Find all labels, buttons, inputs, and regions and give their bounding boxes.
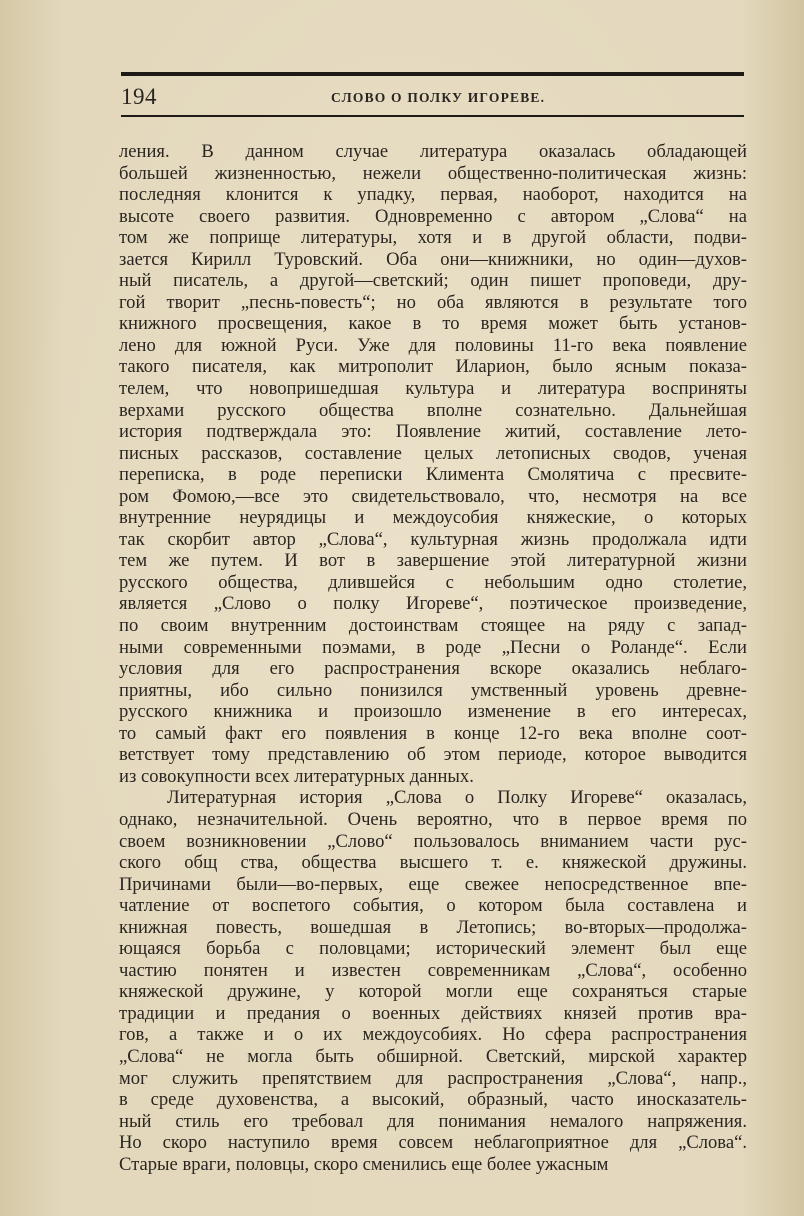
page-number: 194 — [121, 84, 157, 109]
text-line: чатление от воспетого события, о котором была составлена и — [119, 895, 747, 917]
text-line: том же поприще литературы, хотя и в другой области, подви- — [119, 227, 747, 249]
text-line: Но скоро наступило время совсем неблагоприятное для „Слова“. — [119, 1132, 747, 1154]
text-line: из совокупности всех литературных данных. — [119, 765, 474, 787]
text-line: ления. В данном случае литература оказалась обладающей — [119, 141, 747, 162]
text-line: в среде духовенства, а высокий, образный, часто иносказатель- — [119, 1089, 747, 1111]
text-line: русского книжника и произошло изменение в его интересах, — [119, 701, 747, 723]
text-line: такого писателя, как митрополит Иларион, было ясным показа- — [119, 356, 747, 378]
running-title: СЛОВО О ПОЛКУ ИГОРЕВЕ. — [331, 90, 546, 105]
text-line: однако, незначительной. Очень вероятно, что в первое время по — [119, 808, 747, 830]
text-line: переписка, в роде переписки Климента Смолятича с пресвите- — [119, 464, 747, 486]
text-line: ветствует тому представлению об этом периоде, которое выводится — [119, 744, 747, 766]
text-line: „Слова“ не могла быть обширной. Светский, мирской характер — [119, 1045, 747, 1067]
text-line: является „Слово о полку Игореве“, поэтическое произведение, — [119, 593, 747, 615]
text-line: условия для его распространения вскоре оказались неблаго- — [119, 658, 747, 680]
text-line: последняя клонится к упадку, первая, наоборот, находится на — [119, 184, 747, 206]
text-line: большей жизненностью, нежели общественно-политическая жизнь: — [119, 162, 747, 184]
text-line: то самый факт его появления в конце 12-го века вполне соот- — [119, 722, 747, 744]
text-line: лено для южной Руси. Уже для половины 11-го века появление — [119, 334, 747, 356]
text-line: ского общ ства, общества высшего т. е. княжеской дружины. — [119, 852, 747, 874]
text-line: княжеской дружине, у которой могли еще сохраняться старые — [119, 981, 747, 1003]
text-line: ными современными поэмами, в роде „Песни о Роланде“. Если — [119, 636, 747, 658]
text-line: по своим внутренним достоинствам стоящее на ряду с запад- — [119, 615, 747, 637]
paragraph — [119, 141, 747, 787]
text-line: частию понятен и известен современникам „Слова“, особенно — [119, 959, 747, 981]
text-line: ный стиль его требовал для понимания немалого напряжения. — [119, 1110, 747, 1132]
text-line: Литературная история „Слова о Полку Игореве“ оказалась, — [167, 787, 747, 809]
text-line: высоте своего развития. Одновременно с автором „Слова“ на — [119, 205, 747, 227]
text-line: русского общества, длившейся с небольшим одно столетие, — [119, 571, 747, 593]
text-line: гой творит „песнь-повесть“; но оба являются в результате того — [119, 291, 747, 313]
text-line: Старые враги, половцы, скоро сменились еще более ужасным — [119, 1153, 609, 1175]
paragraph — [119, 787, 747, 1175]
header-rule-bottom — [121, 115, 744, 117]
text-line: внутренние неурядицы и междоусобия княжеские, о которых — [119, 507, 747, 529]
text-line: зается Кирилл Туровский. Оба они—книжники, но один—духов- — [119, 248, 747, 270]
text-line: приятны, ибо сильно понизился умственный уровень древне- — [119, 679, 747, 701]
text-line: своем возникновении „Слово“ пользовалось вниманием части рус- — [119, 830, 747, 852]
text-line: телем, что новопришедшая культура и литература восприняты — [119, 378, 747, 400]
text-line: ром Фомою,—все это свидетельствовало, что, несмотря на все — [119, 485, 747, 507]
text-line: мог служить препятствием для распространения „Слова“, напр., — [119, 1067, 747, 1089]
text-line: так скорбит автор „Слова“, культурная жизнь продолжала идти — [119, 528, 747, 550]
text-line: ющаяся борьба с половцами; исторический элемент был еще — [119, 938, 747, 960]
text-line: история подтверждала это: Появление житий, составление лето- — [119, 421, 747, 443]
text-line: книжного просвещения, какое в то время может быть установ- — [119, 313, 747, 335]
text-line: писных рассказов, составление целых летописных сводов, ученая — [119, 442, 747, 464]
text-line: верхами русского общества вполне сознательно. Дальнейшая — [119, 399, 747, 421]
body-text — [119, 141, 747, 1175]
text-line: ный писатель, а другой—светский; один пишет проповеди, дру- — [119, 270, 747, 292]
page-header — [121, 84, 744, 112]
text-line: традиции и предания о военных действиях князей против вра- — [119, 1002, 747, 1024]
text-line: гов, а также и о их междоусобиях. Но сфера распространения — [119, 1024, 747, 1046]
text-line: книжная повесть, вошедшая в Летопись; во-вторых—продолжа- — [119, 916, 747, 938]
text-line: тем же путем. И вот в завершение этой литературной жизни — [119, 550, 747, 572]
header-rule-top — [121, 72, 744, 76]
text-line: Причинами были—во-первых, еще свежее непосредственное впе- — [119, 873, 747, 895]
